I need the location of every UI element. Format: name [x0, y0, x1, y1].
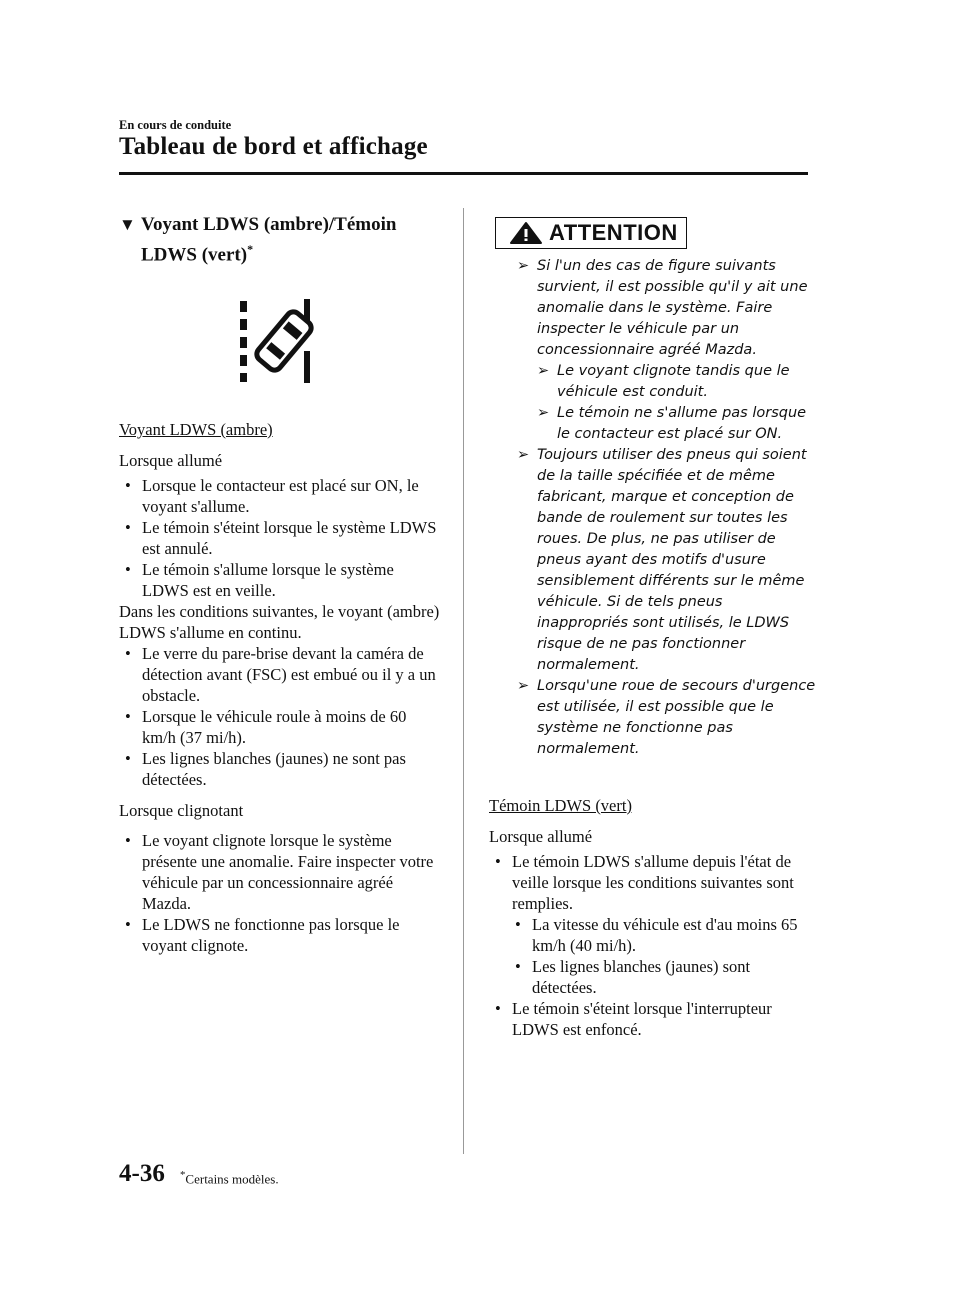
list-item: • Lorsque le véhicule roule à moins de 60 km/h (37 mi/h).	[125, 707, 407, 747]
heading-line-2: LDWS (vert)	[141, 244, 248, 266]
ldws-lane-departure-icon	[232, 295, 322, 385]
list-item: • Le voyant clignote lorsque le système présente une anomalie. Faire inspecter votre véhicule par un concessionnaire agréé Mazda.	[125, 831, 434, 913]
list-item: ➢ Si l'un des cas de figure suivants survient, il est possible qu'il y ait une anomalie dans le système. Faire inspecter le véhicule par un concessionnaire agréé Mazda.	[517, 258, 808, 358]
green-section	[489, 795, 809, 1040]
amber-title: Voyant LDWS (ambre)	[119, 420, 273, 439]
page-number: 4-36	[119, 1160, 165, 1187]
list-item: ➢ Lorsqu'une roue de secours d'urgence est utilisée, il est possible que le système ne fonctionne pas normalement.	[517, 678, 816, 757]
warning-triangle-icon	[509, 221, 543, 245]
amber-blink-label: Lorsque clignotant	[119, 801, 244, 820]
green-title: Témoin LDWS (vert)	[489, 796, 632, 815]
title-rule	[119, 172, 808, 175]
list-item: • Le témoin LDWS s'allume depuis l'état de veille lorsque les conditions suivantes sont remplies.	[495, 852, 794, 913]
heading-line-1: Voyant LDWS (ambre)/Témoin	[141, 214, 397, 235]
amber-section	[119, 419, 444, 956]
list-item: • Le témoin s'éteint lorsque l'interrupteur LDWS est enfoncé.	[495, 999, 772, 1039]
list-item: • Le verre du pare-brise devant la caméra de détection avant (FSC) est embué ou il y a un obstacle.	[125, 644, 436, 705]
list-item: ➢ Toujours utiliser des pneus qui soient de la taille spécifiée et de même fabricant, marque et conception de bande de roulement sur toutes les roues. De plus, ne pas utiliser de pneus ayant des motifs d'usure sensiblement différents sur le même véhicule. Si de tels pneus inappropriés sont utilisés, le LDWS risque de ne pas fonctionner normalement.	[517, 447, 807, 673]
column-divider	[463, 208, 464, 1154]
attention-box	[495, 217, 687, 249]
section-label: En cours de conduite	[119, 118, 232, 132]
ldws-heading	[119, 213, 449, 267]
list-item: • Le témoin s'allume lorsque le système LDWS est en veille.	[125, 560, 394, 600]
list-item: • La vitesse du véhicule est d'au moins 65 km/h (40 mi/h).	[515, 915, 798, 955]
footnote	[180, 1169, 279, 1187]
triangle-marker-icon: ▼	[119, 215, 136, 234]
attention-content	[517, 256, 817, 760]
list-item: • Le LDWS ne fonctionne pas lorsque le voyant clignote.	[125, 915, 400, 955]
list-item: ➢ Le voyant clignote tandis que le véhicule est conduit.	[537, 363, 790, 400]
amber-continuous-intro: Dans les conditions suivantes, le voyant (ambre) LDWS s'allume en continu.	[119, 602, 440, 642]
list-item: ➢ Le témoin ne s'allume pas lorsque le contacteur est placé sur ON.	[537, 405, 807, 442]
page-title: Tableau de bord et affichage	[119, 133, 428, 160]
list-item: • Le témoin s'éteint lorsque le système LDWS est annulé.	[125, 518, 437, 558]
attention-label: ATTENTION	[549, 220, 678, 245]
footnote-star: *	[180, 1169, 186, 1181]
footnote-text: Certains modèles.	[185, 1171, 279, 1187]
model-star: *	[247, 242, 254, 256]
list-item: • Les lignes blanches (jaunes) sont détectées.	[515, 957, 751, 997]
list-item: • Les lignes blanches (jaunes) ne sont pas détectées.	[125, 749, 406, 789]
list-item: • Lorsque le contacteur est placé sur ON, le voyant s'allume.	[125, 476, 419, 516]
amber-lit-label: Lorsque allumé	[119, 451, 223, 470]
green-lit-label: Lorsque allumé	[489, 827, 593, 846]
